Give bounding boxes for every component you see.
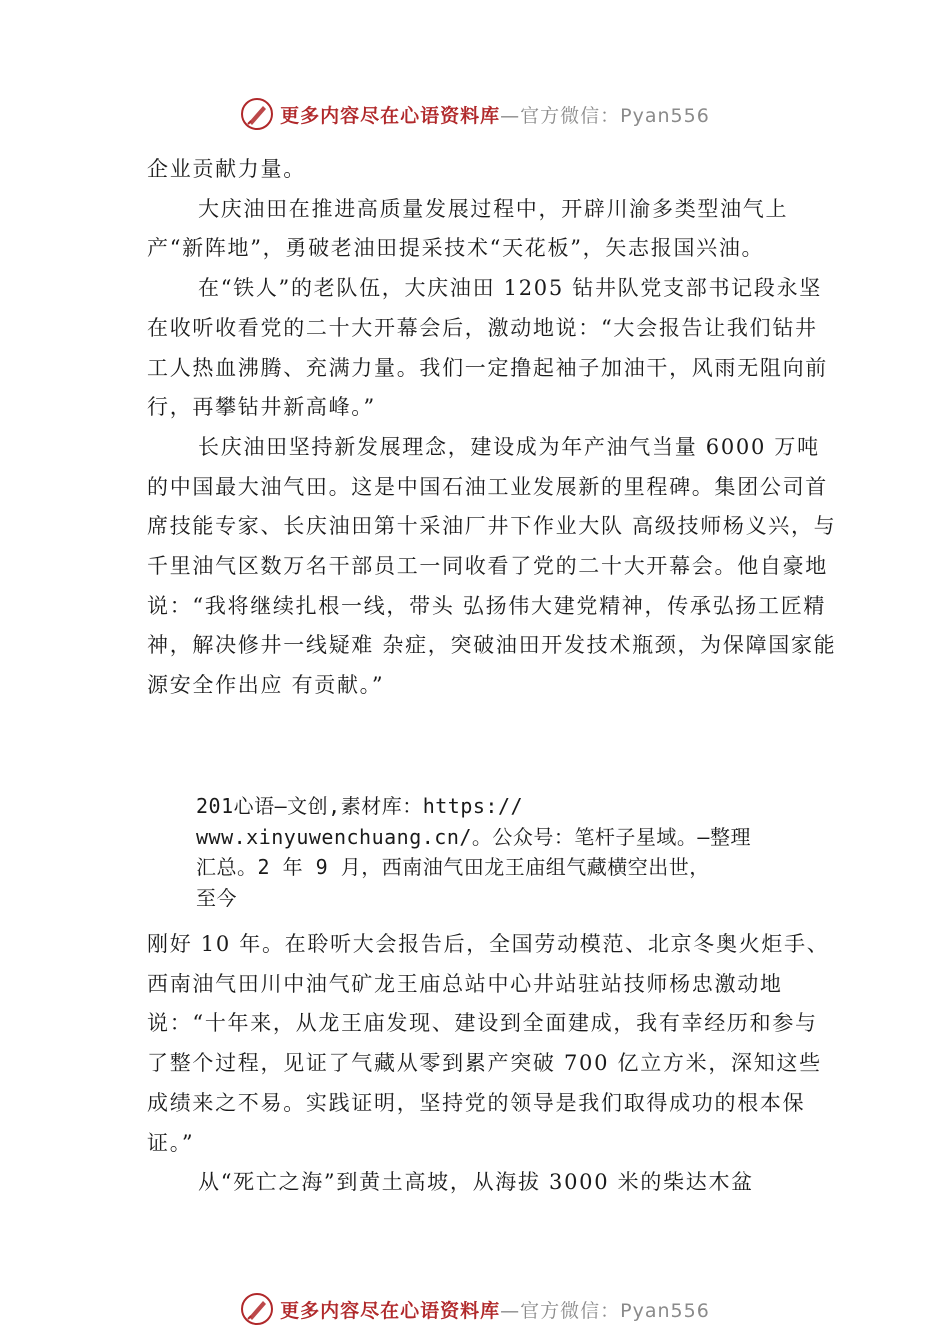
banner-wechat: —官方微信：Pyan556 bbox=[500, 1299, 710, 1322]
pen-logo-icon bbox=[240, 1292, 274, 1326]
source-line: 至今 bbox=[196, 885, 237, 910]
header-banner bbox=[0, 94, 950, 134]
paragraph: 刚好 10 年。在聆听大会报告后，全国劳动模范、北京冬奥火炬手、西南油气田川中油气矿龙王庙总站中心井站驻站技师杨忠激动地说：“十年来，从龙王庙发现、建设到全面建成，我有幸经历和参与了整个过程，见证了气藏从零到累产突破 700 亿立方米，深知这些成绩来之不易。实践证明，坚持党的领导是我们取得成功的根本保证。” bbox=[147, 932, 830, 1155]
pen-logo-icon bbox=[240, 97, 274, 131]
body-text-lower bbox=[147, 925, 837, 1203]
source-line: www.xinyuwenchuang.cn/。公众号：笔杆子星域。—整理 bbox=[196, 824, 751, 849]
banner-title: 更多内容尽在心语资料库 bbox=[280, 1299, 501, 1322]
paragraph: 企业贡献力量。 bbox=[147, 157, 306, 181]
banner-wechat: —官方微信：Pyan556 bbox=[500, 104, 710, 127]
source-line: 201心语—文创,素材库：https:// bbox=[196, 794, 524, 818]
paragraph: 从“死亡之海”到黄土高坡，从海拔 3000 米的柴达木盆 bbox=[198, 1170, 754, 1195]
paragraph: 在“铁人”的老队伍，大庆油田 1205 钻井队党支部书记段永坚在收听收看党的二十大开幕会后，激动地说：“大会报告让我们钻井工人热血沸腾、充满力量。我们一定撸起袖子加油干，风雨无阻向前行，再攀钻井新高峰。” bbox=[147, 276, 828, 420]
paragraph: 长庆油田坚持新发展理念，建设成为年产油气当量 6000 万吨的中国最大油气田。这是中国石油工业发展新的里程碑。集团公司首席技能专家、长庆油田第十采油厂井下作业大队 高级技师杨义兴，与千里油气区数万名干部员工一同收看了党的二十大开幕会。他自豪地说：“我将继续扎根一线，带头 弘扬伟大建党精神，传承弘扬工匠精神，解决修井一线疑难 杂症，突破油田开发技术瓶颈，为保障国家能源安全作出应 有贡献。” bbox=[147, 434, 837, 698]
source-note bbox=[196, 791, 836, 913]
body-text-upper bbox=[147, 150, 837, 706]
source-line: 汇总。2 年 9 月，西南油气田龙王庙组气藏横空出世， bbox=[196, 855, 710, 879]
banner-title: 更多内容尽在心语资料库 bbox=[280, 104, 501, 127]
paragraph: 大庆油田在推进高质量发展过程中，开辟川渝多类型油气上产“新阵地”，勇破老油田提采技术“天花板”，矢志报国兴油。 bbox=[147, 196, 789, 261]
footer-banner bbox=[0, 1289, 950, 1329]
